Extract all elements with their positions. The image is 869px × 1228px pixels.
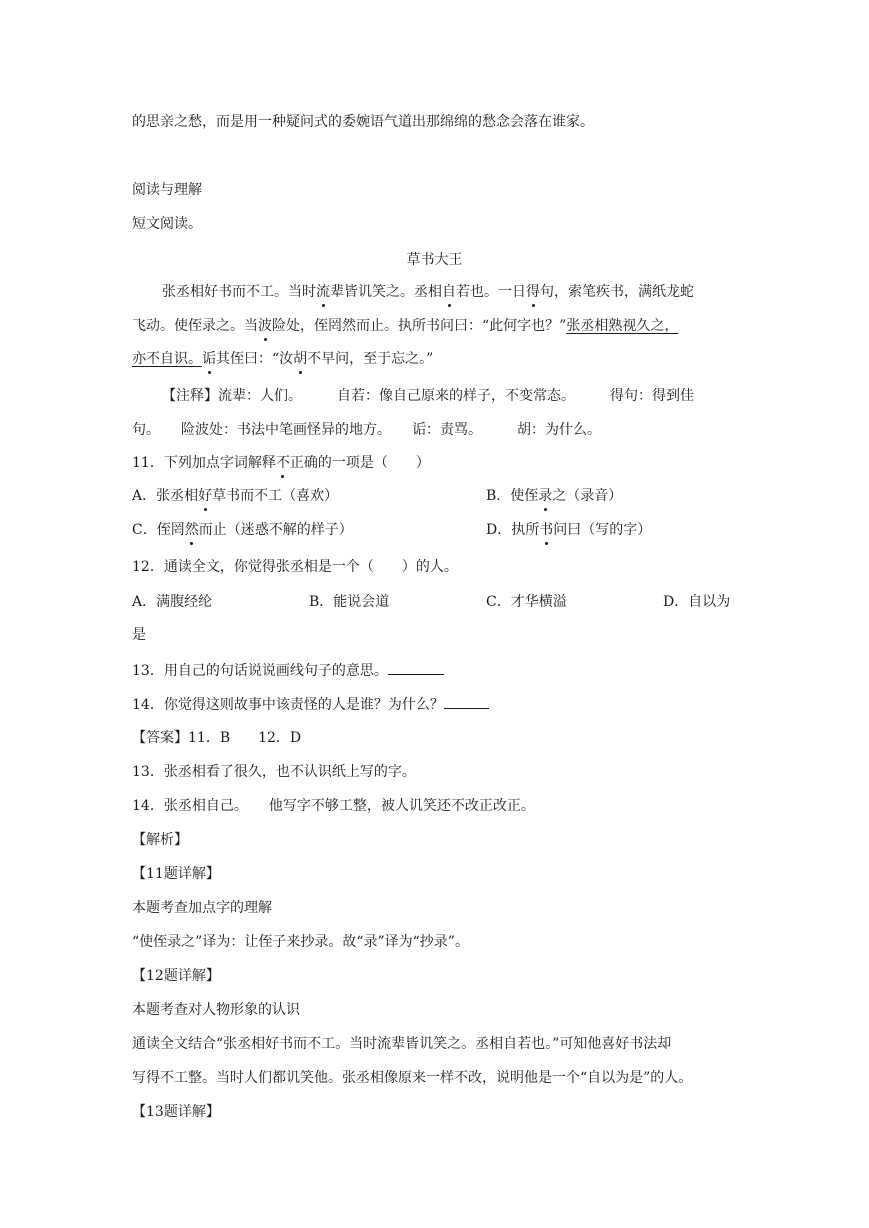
question-text: 14．你觉得这则故事中该责怪的人是谁？为什么？ bbox=[132, 697, 444, 713]
passage-text: 若也。一日 bbox=[456, 284, 526, 300]
q11-option-a bbox=[132, 486, 338, 506]
detail-12-line-3: 写得不工整。当时人们都讥笑他。张丞相像原来一样不改，说明他是一个“自以为是”的人。 bbox=[132, 1070, 693, 1086]
passage-text: 不早问，至于忘之。” bbox=[307, 351, 434, 367]
passage-line-3 bbox=[132, 349, 433, 369]
q11-option-d bbox=[486, 520, 651, 540]
answer-line: 【答案】11．B 12．D bbox=[132, 730, 302, 746]
q12-option-d-wrap: 是 bbox=[132, 627, 146, 643]
option-text: C．侄罔 bbox=[132, 522, 185, 538]
dotted-char: 波 bbox=[258, 318, 272, 334]
detail-12-heading: 【12题详解】 bbox=[132, 968, 220, 984]
detail-11-heading: 【11题详解】 bbox=[132, 866, 220, 882]
q12-option-b: B．能说会道 bbox=[309, 594, 390, 610]
passage-text: 险处，侄罔然而止。执所书问曰：“此何字也？” bbox=[272, 318, 567, 334]
question-text: 正确的一项是（ ） bbox=[289, 455, 430, 471]
answer-blank bbox=[444, 694, 489, 709]
passage-line-2 bbox=[132, 316, 678, 336]
question-text: 13．用自己的句话说说画线句子的意思。 bbox=[132, 663, 388, 679]
option-text: 而止（迷惑不解的样子） bbox=[198, 522, 353, 538]
notes-line-1: 【注释】流辈：人们。 自若：像自己原来的样子，不变常态。 得句：得到佳 bbox=[162, 388, 694, 404]
passage-line-1 bbox=[162, 282, 694, 302]
answer-blank bbox=[388, 660, 444, 675]
detail-11-line-1: 本题考查加点字的理解 bbox=[132, 900, 272, 916]
underlined-sentence: 张丞相熟视久之， bbox=[566, 318, 679, 334]
option-text: 草书而不工（喜欢） bbox=[212, 488, 339, 504]
option-text: 问曰（写的字） bbox=[553, 522, 652, 538]
dotted-char: 书 bbox=[539, 522, 554, 538]
dotted-char: 胡 bbox=[293, 351, 308, 367]
passage-text: 句，索笔疾书，满纸龙蛇 bbox=[540, 284, 694, 300]
question-11 bbox=[132, 453, 430, 473]
detail-12-line-1: 本题考查对人物形象的认识 bbox=[132, 1002, 300, 1018]
question-14 bbox=[132, 694, 489, 715]
q12-option-c: C．才华横溢 bbox=[486, 594, 567, 610]
dotted-char: 录 bbox=[538, 488, 553, 504]
passage-title: 草书大王 bbox=[406, 252, 463, 268]
subsection-heading: 短文阅读。 bbox=[132, 216, 202, 232]
intro-end-line: 的思亲之愁，而是用一种疑问式的委婉语气道出那绵绵的愁念会落在谁家。 bbox=[132, 114, 594, 130]
passage-text: 张丞相好书而不工。当时 bbox=[162, 284, 316, 300]
passage-text: 其侄曰：“汝 bbox=[216, 351, 294, 367]
detail-11-line-2: “使侄录之”译为：让侄子来抄录。故“录”译为“抄录”。 bbox=[132, 934, 469, 950]
option-text: A．张丞相 bbox=[132, 488, 199, 504]
dotted-char: 自 bbox=[442, 284, 456, 300]
notes-line-2: 句。 险波处：书法中笔画怪异的地方。 诟：责骂。 胡：为什么。 bbox=[132, 422, 601, 438]
passage-text: 飞动。使侄录之。当 bbox=[132, 318, 258, 334]
option-text: B．使侄 bbox=[486, 488, 539, 504]
dotted-char: 得 bbox=[526, 284, 540, 300]
q11-option-c bbox=[132, 520, 353, 540]
q12-option-d: D．自以为 bbox=[663, 594, 731, 610]
dotted-char: 好 bbox=[198, 488, 213, 504]
dotted-char: 诟 bbox=[202, 351, 216, 367]
dotted-char: 流 bbox=[316, 284, 330, 300]
option-text: D．执所 bbox=[486, 522, 540, 538]
question-text: 11．下列加点字词解释 bbox=[132, 455, 276, 471]
question-12: 12．通读全文，你觉得张丞相是一个（ ）的人。 bbox=[132, 559, 458, 575]
q11-option-b bbox=[486, 486, 622, 506]
underlined-sentence: 亦不自识。 bbox=[132, 351, 202, 367]
option-text: 之（录音） bbox=[552, 488, 623, 504]
answer-14: 14．张丞相自己。 他写字不够工整，被人讥笑还不改正改正。 bbox=[132, 798, 535, 814]
analysis-heading: 【解析】 bbox=[132, 832, 188, 848]
dotted-char: 然 bbox=[184, 522, 199, 538]
q12-option-a: A．满腹经纶 bbox=[132, 594, 213, 610]
detail-13-heading: 【13题详解】 bbox=[132, 1104, 220, 1120]
passage-text: 辈皆讥笑之。丞相 bbox=[330, 284, 442, 300]
section-heading: 阅读与理解 bbox=[132, 182, 202, 198]
dotted-char: 不 bbox=[275, 455, 290, 471]
question-13 bbox=[132, 660, 444, 681]
answer-13: 13．张丞相看了很久，也不认识纸上写的字。 bbox=[132, 764, 416, 780]
detail-12-line-2: 通读全文结合“张丞相好书而不工。当时流辈皆讥笑之。丞相自若也。”可知他喜好书法却 bbox=[132, 1036, 672, 1052]
